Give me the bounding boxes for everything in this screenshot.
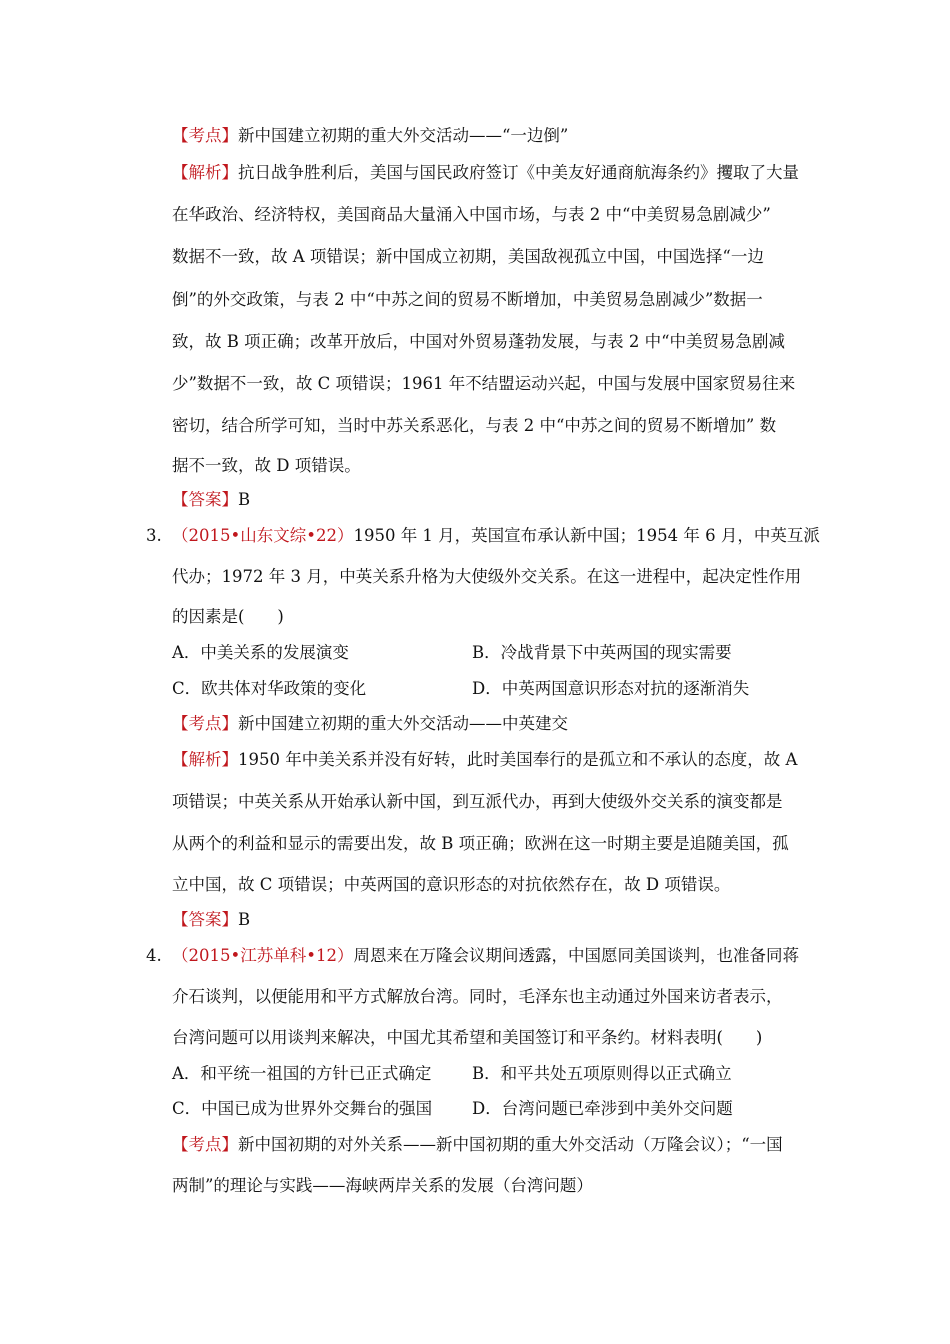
daan-value: B (238, 490, 251, 509)
jiexi-text-line: 数据不一致，故 A 项错误；新中国成立初期，美国敌视孤立中国，中国选择“一边 (172, 247, 764, 266)
question-stem-text: 介石谈判，以便能用和平方式解放台湾。同时，毛泽东也主动通过外国来访者表示， (172, 987, 783, 1006)
daan-row (172, 910, 250, 930)
question-source: （2015•山东文综•22） (172, 526, 354, 545)
kaodian-text: 新中国初期的对外关系——新中国初期的重大外交活动（万隆会议）；“一国 (238, 1135, 783, 1154)
option-a: A．中美关系的发展演变 (172, 643, 349, 662)
kaodian-label: 【考点】 (172, 126, 238, 145)
option-b: B．冷战背景下中英两国的现实需要 (472, 643, 732, 662)
question-stem-text: 的因素是( ) (172, 607, 284, 626)
option-b: B．和平共处五项原则得以正式确立 (472, 1064, 732, 1083)
jiexi-text-line: 项错误；中英关系从开始承认新中国，到互派代办，再到大使级外交关系的演变都是 (172, 792, 783, 811)
jiexi-row (172, 163, 799, 183)
option-a: A．和平统一祖国的方针已正式确定 (172, 1064, 432, 1083)
kaodian-text: 新中国建立初期的重大外交活动——“一边倒” (238, 126, 569, 145)
jiexi-text-line: 致，故 B 项正确；改革开放后，中国对外贸易蓬勃发展，与表 2 中“中美贸易急剧减 (172, 332, 786, 351)
jiexi-label: 【解析】 (172, 163, 238, 182)
daan-row (172, 490, 250, 510)
jiexi-text-line: 少”数据不一致，故 C 项错误；1961 年不结盟运动兴起，中国与发展中国家贸易往来 (172, 374, 796, 393)
kaodian-row (172, 714, 568, 734)
option-d: D．台湾问题已牵涉到中美外交问题 (472, 1099, 733, 1118)
question-stem-text: 代办；1972 年 3 月，中英关系升格为大使级外交关系。在这一进程中，起决定性作用 (172, 567, 802, 586)
question-number: 4. (146, 946, 162, 965)
jiexi-label: 【解析】 (172, 750, 238, 769)
question-stem-text: 周恩来在万隆会议期间透露，中国愿同美国谈判，也准备同蒋 (353, 946, 799, 965)
kaodian-row (172, 126, 568, 146)
question-source: （2015•江苏单科•12） (172, 946, 354, 965)
jiexi-text-line: 立中国，故 C 项错误；中英两国的意识形态的对抗依然存在，故 D 项错误。 (172, 875, 731, 894)
jiexi-text-line: 从两个的利益和显示的需要出发，故 B 项正确；欧洲在这一时期主要是追随美国，孤 (172, 834, 789, 853)
jiexi-text-line: 在华政治、经济特权，美国商品大量涌入中国市场，与表 2 中“中美贸易急剧减少” (172, 205, 771, 224)
kaodian-text: 新中国建立初期的重大外交活动——中英建交 (238, 714, 568, 733)
option-d: D．中英两国意识形态对抗的逐渐消失 (472, 679, 750, 698)
daan-label: 【答案】 (172, 490, 238, 509)
jiexi-text-line: 抗日战争胜利后，美国与国民政府签订《中美友好通商航海条约》攫取了大量 (238, 163, 799, 182)
question-stem-row (172, 946, 799, 966)
kaodian-label: 【考点】 (172, 714, 238, 733)
jiexi-text-line: 据不一致，故 D 项错误。 (172, 456, 361, 475)
jiexi-row (172, 750, 797, 770)
daan-label: 【答案】 (172, 910, 238, 929)
kaodian-row (172, 1135, 783, 1155)
question-stem-text: 1950 年 1 月，英国宣布承认新中国；1954 年 6 月，中英互派 (353, 526, 820, 545)
option-c: C．中国已成为世界外交舞台的强国 (172, 1099, 433, 1118)
daan-value: B (238, 910, 251, 929)
kaodian-label: 【考点】 (172, 1135, 238, 1154)
jiexi-text-line: 倒”的外交政策，与表 2 中“中苏之间的贸易不断增加，中美贸易急剧减少”数据一 (172, 290, 763, 309)
question-stem-row (172, 526, 820, 546)
question-stem-text: 台湾问题可以用谈判来解决，中国尤其希望和美国签订和平条约。材料表明( ) (172, 1028, 763, 1047)
jiexi-text-line: 密切，结合所学可知，当时中苏关系恶化，与表 2 中“中苏之间的贸易不断增加” 数 (172, 416, 777, 435)
jiexi-text-line: 1950 年中美关系并没有好转，此时美国奉行的是孤立和不承认的态度，故 A (238, 750, 798, 769)
option-c: C．欧共体对华政策的变化 (172, 679, 367, 698)
kaodian-text: 两制”的理论与实践——海峡两岸关系的发展（台湾问题） (172, 1176, 593, 1195)
question-number: 3. (146, 526, 162, 545)
